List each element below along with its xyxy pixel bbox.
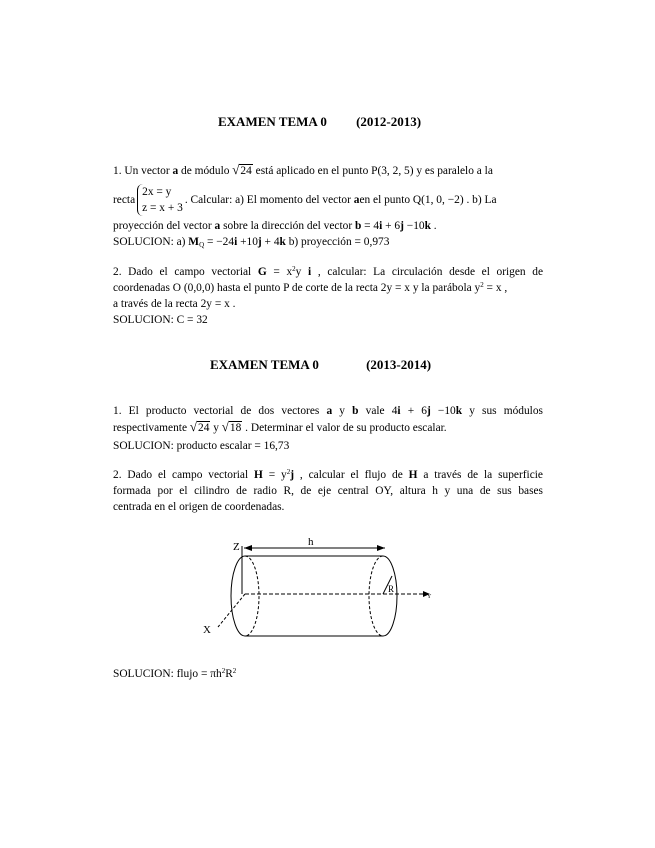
superscript: 2 bbox=[286, 468, 291, 476]
text-line bbox=[113, 218, 543, 234]
text: + 6 bbox=[400, 405, 427, 417]
text: y bbox=[210, 422, 222, 434]
text: . bbox=[430, 220, 437, 232]
subscript: Q bbox=[199, 241, 205, 249]
problem-1-2013 bbox=[113, 403, 543, 454]
text: = x bbox=[266, 266, 293, 278]
superscript: 2 bbox=[232, 667, 237, 675]
superscript: 2 bbox=[221, 667, 226, 675]
text-line: a través de la recta 2y = x . bbox=[113, 298, 236, 310]
height-arrow-right bbox=[377, 545, 385, 551]
text: + 4 bbox=[261, 236, 280, 248]
solution-line: SOLUCION: producto escalar = 16,73 bbox=[113, 440, 290, 452]
right-base-back bbox=[383, 556, 397, 636]
text: R bbox=[225, 668, 233, 680]
text: 1. El producto vectorial de dos vectores bbox=[113, 405, 327, 417]
vector-a: a bbox=[353, 194, 360, 206]
text: b) proyección = 0,973 bbox=[285, 236, 390, 248]
vector-b: b bbox=[352, 405, 359, 417]
vector-h: H bbox=[408, 469, 418, 481]
x-axis-label: X bbox=[203, 624, 211, 636]
text: = y bbox=[262, 469, 287, 481]
vector-h: H bbox=[254, 469, 263, 481]
vector-a: a bbox=[326, 405, 333, 417]
text: + 6 bbox=[382, 220, 401, 232]
problem-2-2013 bbox=[113, 467, 543, 515]
radicand: 24 bbox=[198, 422, 210, 434]
text: = 4 bbox=[361, 220, 380, 232]
exam-heading-2012 bbox=[218, 114, 421, 130]
equation-system bbox=[137, 184, 183, 216]
text: en el punto Q(1, 0, −2) . b) La bbox=[359, 194, 497, 206]
unit-k: k bbox=[424, 220, 431, 232]
moment-m: M bbox=[188, 236, 200, 248]
exam-title: EXAMEN TEMA 0 bbox=[218, 114, 327, 129]
solution-line bbox=[113, 234, 543, 250]
text-line: formada por el cilindro de radio R, de eje central OY, altura h y una de sus bases bbox=[113, 485, 543, 497]
cylinder-diagram bbox=[200, 532, 440, 642]
problem-2-2012 bbox=[113, 264, 543, 328]
text: . Determinar el valor de su producto escalar. bbox=[242, 422, 447, 434]
text: y bbox=[332, 405, 353, 417]
text-line bbox=[113, 467, 543, 483]
text: −10 bbox=[403, 220, 425, 232]
text-line bbox=[113, 182, 543, 218]
problem-2-2013-solution bbox=[113, 666, 543, 682]
text-line bbox=[113, 403, 543, 419]
text: SOLUCION: a) bbox=[113, 236, 189, 248]
text: = x , bbox=[483, 282, 508, 294]
exam-years: (2012-2013) bbox=[356, 114, 422, 129]
text: , calcular el flujo de bbox=[294, 469, 409, 481]
height-label: h bbox=[308, 536, 314, 548]
text: respectivamente bbox=[113, 422, 190, 434]
left-base-back bbox=[245, 556, 259, 636]
text-line bbox=[113, 419, 543, 438]
z-axis-label: Z bbox=[233, 541, 240, 553]
y-axis-label: Y bbox=[427, 594, 432, 600]
unit-j: j bbox=[290, 469, 295, 481]
superscript: 2 bbox=[480, 281, 484, 289]
text: 2. Dado el campo vectorial bbox=[113, 469, 254, 481]
text: y sus módulos bbox=[462, 405, 543, 417]
radicand: 18 bbox=[229, 422, 242, 434]
equation: 2x = y bbox=[142, 186, 172, 198]
text: proyección del vector bbox=[113, 220, 215, 232]
text: y bbox=[295, 266, 309, 278]
text: . Calcular: a) El momento del vector bbox=[184, 194, 351, 206]
text: 1. Un vector bbox=[113, 165, 173, 177]
vector-a: a bbox=[172, 165, 179, 177]
unit-j: j bbox=[257, 236, 262, 248]
text-line bbox=[113, 162, 543, 182]
text: , calcular: La circulación desde el origen de bbox=[311, 266, 544, 278]
unit-i: i bbox=[308, 266, 312, 278]
radius-label: R bbox=[388, 584, 395, 594]
text-line bbox=[113, 280, 543, 296]
exam-years: (2013-2014) bbox=[366, 357, 432, 372]
unit-i: i bbox=[234, 236, 238, 248]
text: = −24 bbox=[204, 236, 235, 248]
sqrt-24: √24 bbox=[189, 419, 210, 434]
text: −10 bbox=[430, 405, 456, 417]
right-base-front bbox=[369, 556, 383, 636]
unit-k: k bbox=[279, 236, 286, 248]
text: coordenadas O (0,0,0) hasta el punto P de corte de la recta 2y = x y la parábola y bbox=[113, 282, 481, 294]
text: vale 4 bbox=[358, 405, 398, 417]
text: +10 bbox=[237, 236, 258, 248]
unit-k: k bbox=[455, 405, 463, 417]
solution-line: SOLUCION: C = 32 bbox=[113, 314, 208, 326]
radicand: 24 bbox=[240, 165, 252, 177]
unit-j: j bbox=[400, 220, 404, 232]
text: sobre la dirección del vector bbox=[220, 220, 355, 232]
solution-line bbox=[113, 666, 543, 682]
equation: z = x + 3 bbox=[142, 202, 183, 214]
sqrt-18: √18 bbox=[221, 419, 242, 434]
text-line bbox=[113, 264, 543, 280]
vector-g: G bbox=[257, 266, 267, 278]
exam-heading-2013 bbox=[210, 357, 431, 373]
unit-i: i bbox=[397, 405, 401, 417]
exam-title: EXAMEN TEMA 0 bbox=[210, 357, 319, 372]
superscript: 2 bbox=[292, 265, 296, 273]
unit-i: i bbox=[379, 220, 383, 232]
text: SOLUCION: flujo = πh bbox=[113, 668, 222, 680]
text-line: centrada en el origen de coordenadas. bbox=[113, 501, 285, 513]
problem-1-2012 bbox=[113, 162, 543, 250]
text: de módulo bbox=[178, 165, 233, 177]
sqrt-24: √24 bbox=[232, 162, 252, 177]
text: está aplicado en el punto P(3, 2, 5) y es paralelo a la bbox=[252, 165, 493, 177]
unit-j: j bbox=[426, 405, 431, 417]
vector-b: b bbox=[354, 220, 362, 232]
height-arrow-left bbox=[244, 545, 252, 551]
text: recta bbox=[113, 194, 136, 206]
vector-a: a bbox=[214, 220, 221, 232]
text: a través de la superficie bbox=[417, 469, 543, 481]
text: 2. Dado el campo vectorial bbox=[113, 266, 258, 278]
